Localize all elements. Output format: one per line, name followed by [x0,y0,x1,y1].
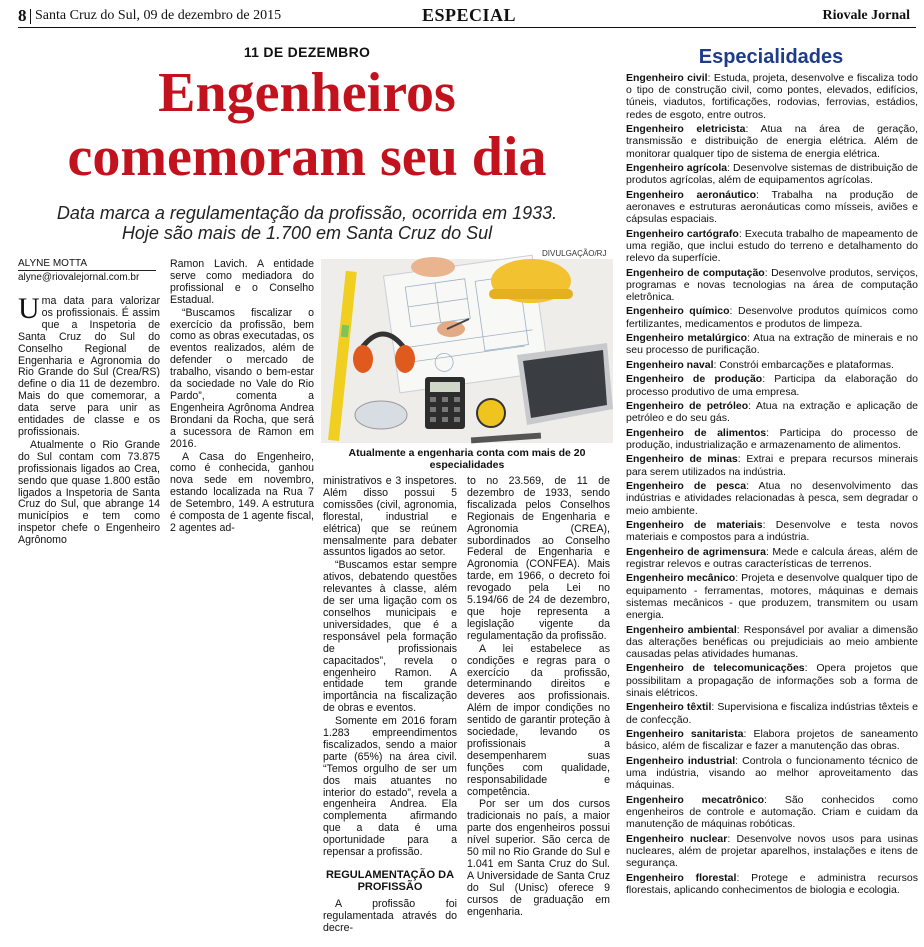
specialty-description: : Desenvolve sistemas de distribuição de produtos agrícolas, além de equipamentos agrícolas. [626,162,918,187]
specialty-description: : Projeta e desenvolve qualquer tipo de equipamento - ferramentas, motores, máquinas e demais sistemas mecânicos - que produzem, transmitem ou usam energia. [626,572,919,622]
specialty-description: : Desenvolve e testa novos materiais e compostos para a indústria. [626,519,918,544]
specialty-item [626,359,918,371]
specialty-description: : Protege e administra recursos florestais, aplicando conhecimentos de biologia e ecologia. [626,871,918,896]
section-name: ESPECIAL [422,5,517,25]
specialty-item [626,72,918,121]
specialty-item [626,872,918,896]
specialty-item [626,572,918,621]
specialty-term: Engenheiro aeronáutico [626,188,757,201]
paragraph: A Casa do Engenheiro, como é conhecida, ganhou nova sede em novembro, estando localizada na Rua 7 de Setembro, 149. A estrutura é composta de 1 agente fiscal, 2 agentes ad- [170,450,314,534]
specialty-description: : Opera projetos que possibilitam a propagação de informações sob a forma de sinais elétricos. [626,662,918,699]
drop-cap: U [18,292,40,325]
specialty-term: Engenheiro de petróleo [626,400,749,413]
specialty-item [626,755,918,792]
specialty-item [626,228,918,265]
specialty-description: : Executa trabalho de mapeamento de uma região, que inclui estudo do terreno e detalhamento do relevo da superfície. [626,227,918,265]
paragraph: Ramon Lavich. A entidade serve como mediadora do profissional e o Conselho Estadual. [170,258,314,306]
article-column-3 [323,476,457,942]
specialty-term: Engenheiro de computação [626,266,765,279]
specialty-description: : Controla o funcionamento técnico de uma indústria, visando ao melhor aproveitamento das máquinas. [626,754,919,792]
sidebar-title: Especialidades [698,46,844,68]
specialty-term: Engenheiro de alimentos [626,426,767,439]
subheadline-line-2: Hoje são mais de 1.700 em Santa Cruz do Sul [121,223,493,243]
specialty-term: Engenheiro florestal [626,871,737,884]
specialty-term: Engenheiro de produção [626,373,763,386]
specialty-description: : Participa do processo de produção, industrialização e armazenamento de alimentos. [626,426,919,451]
specialty-description: : Desenvolve produtos químicos como fertilizantes, medicamentos e produtos de limpeza. [626,305,918,330]
paragraph: Atualmente o Rio Grande do Sul contam com 73.875 profissionais ligados ao Crea, sendo que quase 1.800 estão ligados a Inspetoria de Santa Cruz do Sul, que abrange 14 municípios e tem como inspetor chefe o Engenheiro Agrônomo [18,438,160,547]
specialty-term: Engenheiro cartógrafo [626,227,739,240]
specialty-term: Engenheiro civil [626,72,708,84]
article-kicker: 11 DE DEZEMBRO [243,44,371,60]
specialty-description: : Atua na área de geração, transmissão e distribuição de energia elétrica. Além de monitorar qualquer tipo de sistema de energia elétrica. [626,123,919,160]
specialty-term: Engenheiro metalúrgico [626,332,748,345]
specialty-term: Engenheiro de pesca [626,480,747,493]
specialty-item [626,480,918,517]
author-email: alyne@riovalejornal.com.br [18,272,140,283]
newspaper-name: Riovale Jornal [822,8,910,23]
header-divider [30,9,31,24]
specialty-term: Engenheiro nuclear [626,832,728,845]
page-number: 8 [18,6,27,25]
specialty-item [626,728,918,752]
headline-line-1: Engenheiros [158,62,456,124]
specialty-description: : Atua na extração e aplicação de petróleo e do seu gás. [626,400,919,425]
article-column-4 [467,476,610,942]
specialty-description: : Constrói embarcações e plataformas. [713,358,894,371]
specialty-term: Engenheiro de materiais [626,519,763,532]
specialty-term: Engenheiro sanitarista [626,728,744,741]
specialty-term: Engenheiro eletricista [626,123,746,136]
specialty-item [626,833,918,870]
paragraph: to no 23.569, de 11 de dezembro de 1933, sendo fiscalizada pelos Conselhos Regionais de Engenharia e Agronomia (CREA), subordinados ao Conselho Federal de Engenharia e Agronomia (CONFEA). Mais tarde, em 1966, o decreto foi revogado pela Lei no 5.194/66 de 24 de dezembro, que hoje representa a legislação vigente da regulamentação da profissão. [467,475,610,642]
article-column-1 [18,292,160,547]
specialty-term: Engenheiro ambiental [626,623,737,636]
paragraph: ministrativos e 3 inspetores. Além disso possui 5 comissões (civil, agronomia, florestal, industrial e elétrica) que se reúnem mensalmente para debater assuntos ligados ao setor. [323,475,457,559]
specialty-description: : Elabora projetos de saneamento básico, além de fiscalizar e fazer a manutenção das obras. [626,728,918,753]
paragraph: Por ser um dos cursos tradicionais no país, a maior parte dos engenheiros possui nível superior. São cerca de 50 mil no Rio Grande do Sul e 1.041 em Santa Cruz do Sul. A Universidade de Santa Cruz do Sul (Unisc) oferece 9 cursos de graduação em engenharia. [467,798,610,918]
specialty-description: : Desenvolve novos usos para usinas nucleares, além de projetar aparelhos, instalações e itens de segurança. [626,832,918,870]
specialty-description: : Supervisiona e fiscaliza indústrias têxteis e de confecção. [626,701,919,726]
specialty-description: : Atua na extração de minerais e no seu processo de purificação. [626,332,918,357]
specialty-item [626,123,918,160]
specialty-description: : Mede e calcula áreas, além de registrar relevos e outras características de terrenos. [626,545,918,570]
specialties-list [626,72,918,944]
photo-credit: DIVULGAÇÃO/RJ [542,249,607,258]
specialty-description: : Atua no desenvolvimento das indústrias e atividades relacionadas à pesca, sem degradar o meio ambiente. [626,480,918,517]
specialty-description: : Participa da elaboração do processo produtivo de uma empresa. [626,373,918,398]
subheadline-line-1: Data marca a regulamentação da profissão, ocorrida em 1933. [56,203,558,223]
specialty-item [626,400,918,424]
specialty-item [626,794,918,831]
specialty-item [626,332,918,356]
specialty-item [626,162,918,186]
specialty-description: : Extrai e prepara recursos minerais para serem utilizados na indústria. [626,453,918,478]
specialty-item [626,267,918,304]
specialty-term: Engenheiro químico [626,305,730,318]
specialty-description: : Trabalha na produção de aeronaves e estruturas aeronáuticas como mísseis, aviões e cápsulas espaciais. [626,188,918,226]
specialty-item [626,189,918,226]
specialty-term: Engenheiro agrícola [626,162,728,175]
specialty-item [626,305,918,329]
article-photo [321,259,613,443]
section-subhead: REGULAMENTAÇÃO DA PROFISSÃO [325,869,455,893]
specialty-description: : São conhecidos como engenheiros de controle e automação. Criam e cuidam da manutenção de máquinas robóticas. [626,793,918,831]
author-name: ALYNE MOTTA [18,258,88,269]
specialty-item [626,701,918,725]
specialty-item [626,546,918,570]
paragraph: Uma data para valorizar os profissionais. É assim que a Inspetoria de Santa Cruz do Sul do Conselho Regional de Engenharia e Agronomia do Rio Grande do Sul (Crea/RS) define o dia 11 de dezembro. Mais do que comemorar, a data serve para unir as entidades de classe e os profissionais. [18,292,160,438]
specialty-item [626,624,918,661]
paragraph: Somente em 2016 foram 1.283 empreendimentos fiscalizados, sendo a maior parte (65%) na área civil. “Temos orgulho de ser um dos mais atuantes no interior do estado”, revela a engenheira Andrea. Ela complementa afirmando que a data é uma oportunidade para a repensar a profissão. [323,715,457,859]
page-header [18,6,916,28]
specialty-term: Engenheiro mecatrônico [626,793,765,806]
specialty-item [626,453,918,477]
headline-line-2: comemoram seu dia [67,126,547,188]
header-rule [18,27,916,28]
specialty-description: : Desenvolve produtos, serviços, programas e novas tecnologias na área de computação eletrônica. [626,266,918,303]
edition-date: Santa Cruz do Sul, 09 de dezembro de 2015 [35,8,282,23]
engineering-desk-illustration [321,259,613,443]
specialty-description: : Estuda, projeta, desenvolve e fiscaliza todo o tipo de construção civil, como pontes, elevados, edifícios, túneis, viadutos, fortificações, rodovias, ferrovias, estádios, redes de esgoto, entre outros. [626,72,918,121]
photo-caption: Atualmente a engenharia conta com mais de 20 especialidades [348,447,586,471]
byline-rule [18,270,156,271]
paragraph: A lei estabelece as condições e regras para o exercício da profissão, determinando direitos e deveres aos profissionais. Além de impor condições no sentido de garantir proteção à sociedade, levando os profissionais a desempenharem suas funções com qualidade, responsabilidade e competência. [467,642,610,798]
paragraph: “Buscamos fiscalizar o exercício da profissão, bem como as obras executadas, os eventos realizados, além de defender o mercado de trabalho, visando o bem-estar da sociedade no Vale do Rio Pardo”, comenta a Engenheira Agrônoma Andrea Brondani da Rocha, que será a sucessora de Ramon em 2016. [170,306,314,450]
paragraph: A profissão foi regulamentada através do decre- [323,898,457,934]
specialty-term: Engenheiro de minas [626,453,738,466]
specialty-item [626,373,918,397]
paragraph: “Buscamos estar sempre ativos, debatendo questões relevantes à classe, além de ser uma ligação com os conselhos municipais e universidades, que é a responsável pela formação de profissionais capacitados”, revela o engenheiro Ramon. A entidade tem grande importância na fiscalização de obras e eventos. [323,559,457,715]
specialty-term: Engenheiro de telecomunicações [626,662,805,675]
article-column-2 [170,258,314,534]
specialty-term: Engenheiro têxtil [626,701,712,714]
specialty-description: : Responsável por avaliar a dimensão das alterações benéficas ou prejudiciais ao meio ambiente causadas pelas atividades humanas. [626,623,918,660]
specialty-term: Engenheiro naval [626,358,714,371]
specialty-term: Engenheiro de agrimensura [626,545,766,558]
specialty-term: Engenheiro mecânico [626,572,736,585]
specialty-item [626,427,918,451]
specialty-term: Engenheiro industrial [626,754,736,767]
specialty-item [626,662,918,699]
specialty-item [626,519,918,543]
